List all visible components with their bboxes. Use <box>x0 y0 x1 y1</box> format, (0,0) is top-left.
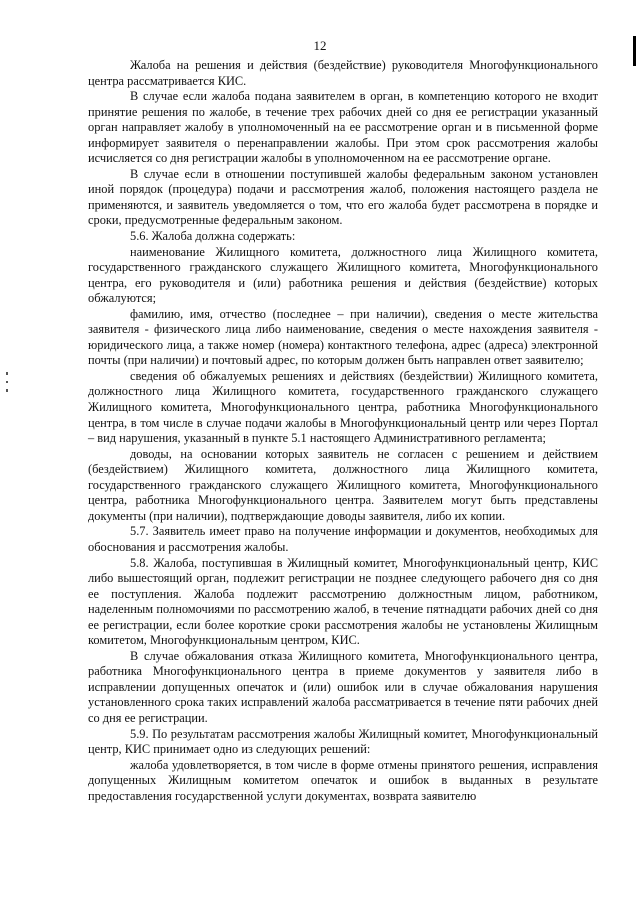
paragraph-complaint-satisfied: жалоба удовлетворяется, в том числе в форме отмены принятого решения, исправления допущенных Жилищным комитетом опечаток и ошибок в выданных в результате предоставления государственной услуги документах, возврата заявителю <box>88 757 598 803</box>
paragraph-5-7-right-to-information: 5.7. Заявитель имеет право на получение информации и документов, необходимых для обоснования и рассмотрения жалобы. <box>88 524 598 554</box>
paragraph-misdirected-complaint: В случае если жалоба подана заявителем в орган, в компетенцию которого не входит принятие решения по жалобе, в течение трех рабочих дней со дня ее регистрации указанный орган направляет жалобу в уполномоченный на ее рассмотрение орган и в письменной форме информирует заявителя о перенаправлении жалобы. При этом срок рассмотрения жалобы исчисляется со дня регистрации жалобы в уполномоченном на ее рассмотрение органе. <box>88 89 598 166</box>
paragraph-item-authority-name: наименование Жилищного комитета, должностного лица Жилищного комитета, государственного гражданского служащего Жилищного комитета, Многофункционального центра, его руководителя и (или) работника решения и действия (бездействие) которых обжалуются; <box>88 244 598 306</box>
document-body <box>88 58 598 804</box>
scan-speck-upper <box>6 372 8 375</box>
paragraph-5-6-heading: 5.6. Жалоба должна содержать: <box>130 229 296 244</box>
paragraph-refusal-appeal: В случае обжалования отказа Жилищного комитета, Многофункционального центра, работника Многофункционального центра в приеме документов у заявителя либо в исправлении допущенных опечаток и (или) ошибок или в случае обжалования нарушения установленного срока таких исправлений жалоба рассматривается в течение пяти рабочих дней со дня ее регистрации. <box>88 648 598 725</box>
paragraph-5-8-registration: 5.8. Жалоба, поступившая в Жилищный комитет, Многофункциональный центр, КИС либо вышестоящий орган, подлежит регистрации не позднее следующего рабочего дня со дня ее поступления. Жалоба подлежит рассмотрению должностным лицом, работником, наделенным полномочиями по рассмотрению жалоб, в течение пятнадцати рабочих дней со дня ее регистрации, если более короткие сроки рассмотрения жалобы не установлены Жилищным комитетом, Многофункциональным центром, КИС. <box>88 555 598 648</box>
paragraph-federal-law-procedure: В случае если в отношении поступившей жалобы федеральным законом установлен иной порядок (процедура) подачи и рассмотрения жалоб, положения настоящего раздела не применяются, и заявитель уведомляется о том, что его жалоба будет рассмотрена в порядке и сроки, предусмотренные федеральным законом. <box>88 166 598 228</box>
paragraph-5-9-decision: 5.9. По результатам рассмотрения жалобы Жилищный комитет, Многофункциональный центр, КИС принимает одно из следующих решений: <box>88 726 598 757</box>
paragraph-head-complaint: Жалоба на решения и действия (бездействие) руководителя Многофункционального центра рассматривается КИС. <box>88 58 598 88</box>
scan-speck-lower <box>6 389 8 392</box>
scan-speck-middle <box>6 381 8 383</box>
paragraph-item-applicant-details: фамилию, имя, отчество (последнее – при наличии), сведения о месте жительства заявителя - физического лица либо наименование, сведения о месте нахождения заявителя - юридического лица, а также номер (номера) контактного телефона, адрес (адреса) электронной почты (при наличии) и почтовый адрес, по которым должен быть направлен ответ заявителю; <box>88 306 598 368</box>
paragraph-item-arguments: доводы, на основании которых заявитель не согласен с решением и действием (бездействием) Жилищного комитета, должностного лица Жилищного комитета, государственного гражданского служащего Жилищного комитета, Многофункционального центра, работника Многофункционального центра. Заявителем могут быть представлены документы (при наличии), подтверждающие доводы заявителя, либо их копии. <box>88 446 598 523</box>
page-number: 12 <box>313 38 327 53</box>
paragraph-item-appealed-actions: сведения об обжалуемых решениях и действиях (бездействии) Жилищного комитета, должностного лица Жилищного комитета, государственного гражданского служащего Жилищного комитета, Многофункционального центра, работника Многофункционального центра, в том числе в случае подачи жалобы в Многофункциональный центр или через Портал – вид нарушения, указанный в пункте 5.1 настоящего Административного регламента; <box>88 368 598 446</box>
